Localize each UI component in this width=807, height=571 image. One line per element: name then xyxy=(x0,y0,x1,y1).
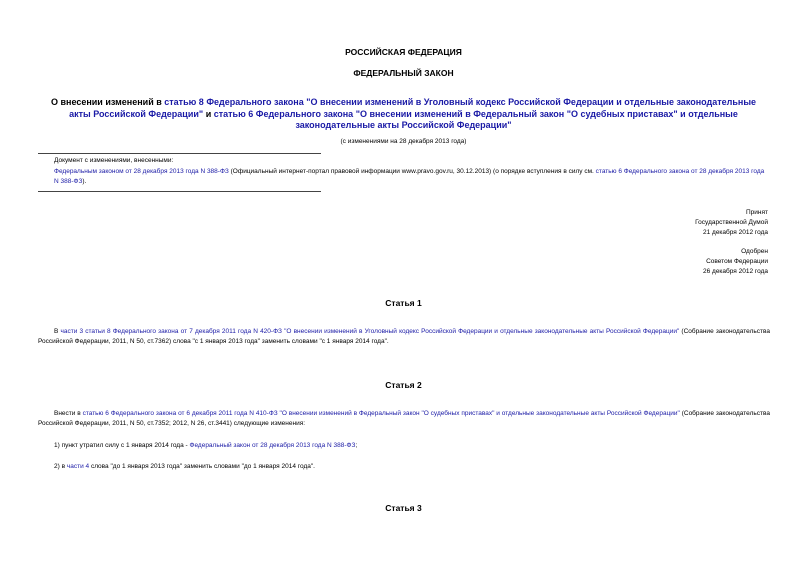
title-link-article6[interactable]: статью 6 Федерального закона "О внесении изменений в Федеральный закон "О судебных приставах" и отдельные законодательные акты Российской Федерации" xyxy=(213,108,738,130)
doc-link-388fz[interactable]: Федеральным законом от 28 декабря 2013 года N 388-ФЗ xyxy=(54,168,229,175)
item2-link[interactable]: части 4 xyxy=(66,463,90,470)
title-link-article8[interactable]: статью 8 Федерального закона "О внесении изменений в Уголовный кодекс Российской Федерации и отдельные законодательные акты Российской Федерации" xyxy=(69,97,757,119)
article1-prefix: В xyxy=(54,328,61,335)
doc-link-article6-388fz[interactable]: статью 6 Федерального закона от 28 декабря 2013 года N 388-ФЗ xyxy=(54,168,765,185)
article2-prefix: Внести в xyxy=(54,410,83,417)
divider-bottom xyxy=(38,191,321,192)
title-prefix: О внесении изменений в xyxy=(50,97,165,107)
country-heading: РОССИЙСКАЯ ФЕДЕРАЦИЯ xyxy=(345,47,462,57)
item1-end: ; xyxy=(355,442,358,449)
item1-link[interactable]: Федеральный закон от 28 декабря 2013 года N 388-ФЗ xyxy=(189,442,356,449)
article1-heading: Статья 1 xyxy=(385,298,422,308)
article2-item2 xyxy=(54,462,770,472)
article1-link[interactable]: части 3 статьи 8 Федерального закона от 7 декабря 2011 года N 420-ФЗ "О внесении изменений в Уголовный кодекс Российской Федерации и отдельные законодательные акты Российской Федерации" xyxy=(60,328,680,335)
approved-line3: 26 декабря 2012 года xyxy=(702,268,768,275)
article1-suffix: (Собрание законодательства Российской Федерации, 2011, N 50, ст.7362) слова "с 1 января 2013 года" заменить словами "с 1 января 2014 года". xyxy=(38,328,770,345)
adopted-line1: Принят xyxy=(745,209,768,216)
article2-heading: Статья 2 xyxy=(385,380,422,390)
document-info-label: Документ с изменениями, внесенными: xyxy=(54,157,174,164)
document-info-text xyxy=(54,167,770,187)
doc-text-2: ). xyxy=(82,178,87,185)
article2-text xyxy=(38,409,770,429)
article3-heading: Статья 3 xyxy=(385,503,422,513)
item2-prefix: 2) в xyxy=(54,463,67,470)
article2-suffix: (Собрание законодательства Российской Федерации, 2011, N 50, ст.7352; 2012, N 26, ст.3441) следующие изменения: xyxy=(38,410,770,427)
item2-suffix: слова "до 1 января 2013 года" заменить словами "до 1 января 2014 года". xyxy=(89,463,315,470)
adopted-line3: 21 декабря 2012 года xyxy=(702,229,768,236)
adopted-block xyxy=(695,208,768,238)
article2-item1 xyxy=(54,441,770,451)
amendment-note: (с изменениями на 28 декабря 2013 года) xyxy=(340,138,467,145)
doc-text-1: (Официальный интернет-портал правовой информации www.pravo.gov.ru, 30.12.2013) (о порядке вступления в силу см. xyxy=(228,168,596,175)
item1-text: 1) пункт утратил силу с 1 января 2014 года - xyxy=(54,442,190,449)
law-title xyxy=(40,97,767,132)
approved-line2: Советом Федерации xyxy=(706,258,768,265)
title-middle: и xyxy=(203,108,214,119)
article2-link[interactable]: статью 6 Федерального закона от 6 декабря 2011 года N 410-ФЗ "О внесении изменений в Федеральный закон "О судебных приставах" и отдельные законодательные акты Российской Федерации" xyxy=(82,410,680,417)
law-type-heading: ФЕДЕРАЛЬНЫЙ ЗАКОН xyxy=(353,68,454,78)
approved-line1: Одобрен xyxy=(741,248,768,255)
article1-text xyxy=(38,327,770,347)
divider-top xyxy=(38,153,321,154)
adopted-line2: Государственной Думой xyxy=(695,219,768,226)
approved-block xyxy=(703,247,768,277)
